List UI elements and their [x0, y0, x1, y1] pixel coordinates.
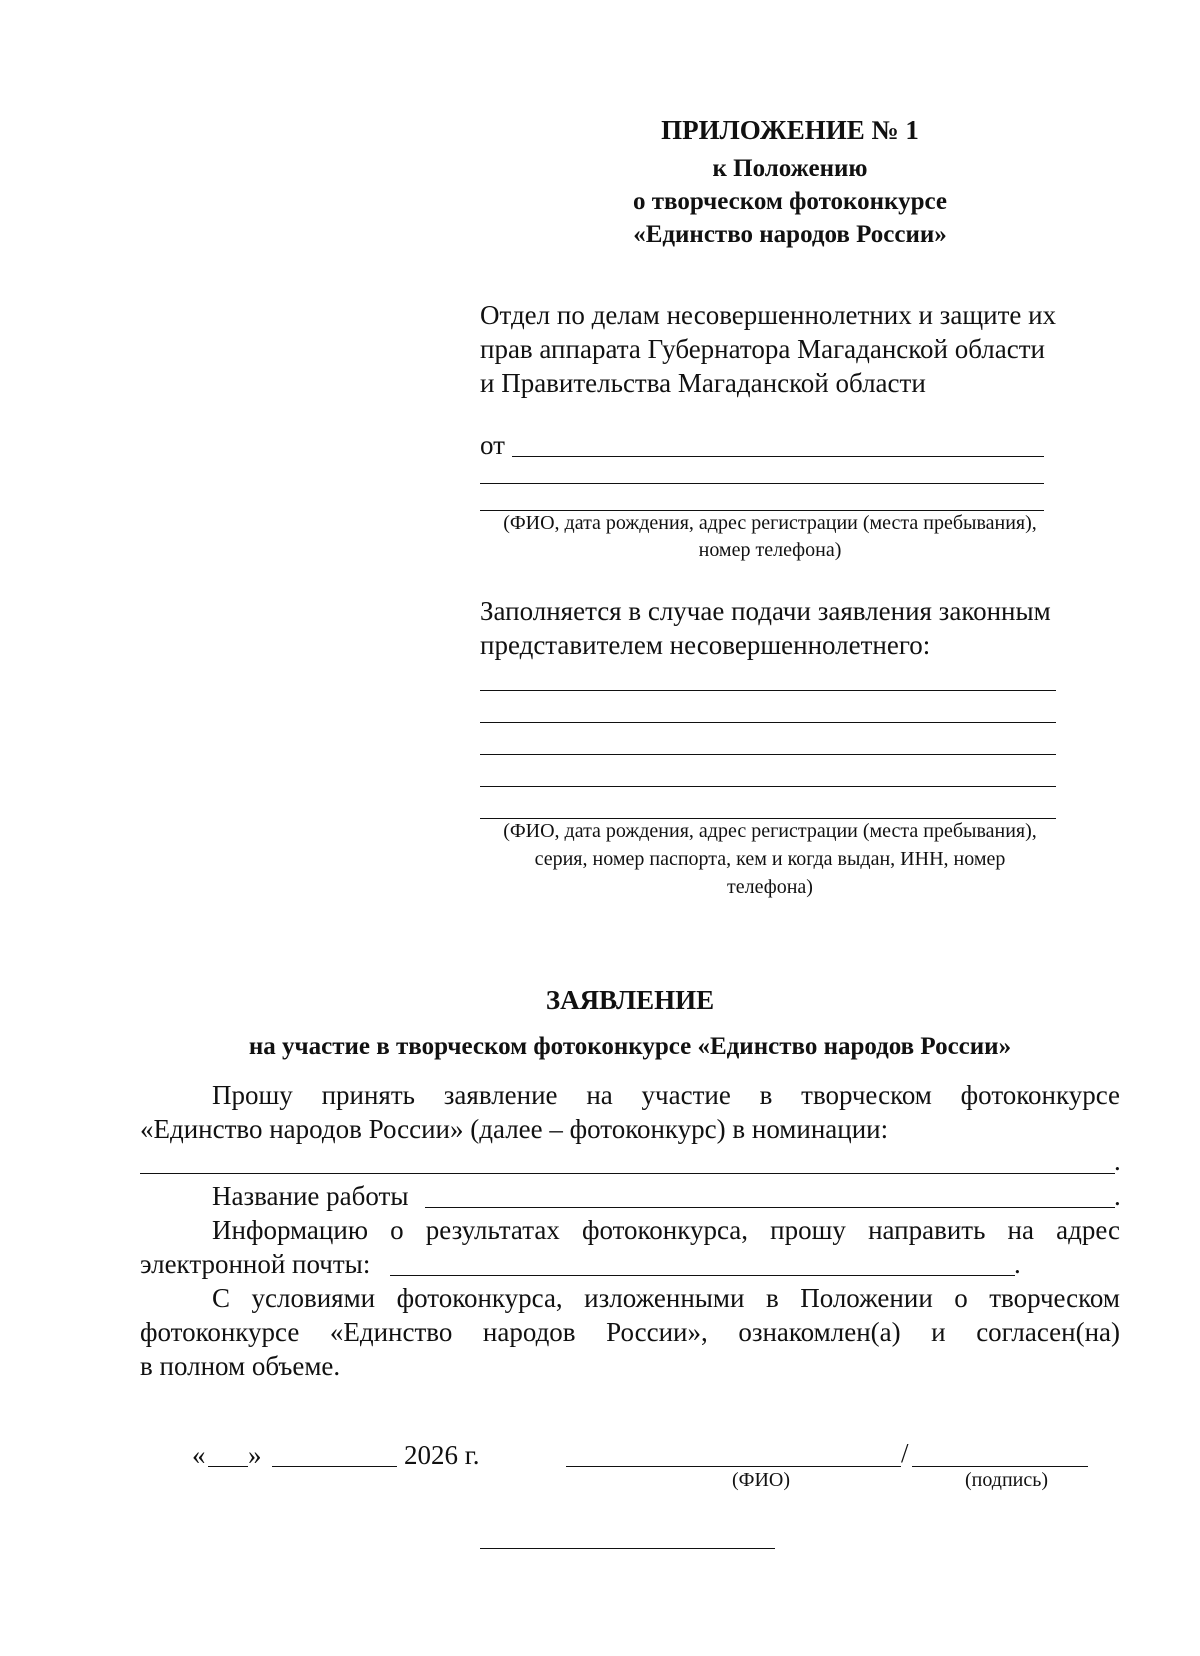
day-input-line[interactable]	[208, 1466, 248, 1467]
representative-input-line-1[interactable]	[480, 690, 1056, 691]
email-input-line[interactable]	[390, 1275, 1015, 1276]
addressee-line-1: Отдел по делам несовершеннолетних и защите их	[480, 300, 1057, 330]
statement-paragraph-1-line-1: Прошу принять заявление на участие в творческом фотоконкурсе	[212, 1080, 1120, 1110]
addressee-line-2: прав аппарата Губернатора Магаданской области	[480, 334, 1045, 364]
signature-label: (подпись)	[965, 1469, 1049, 1491]
email-paragraph-line-1: Информацию о результатах фотоконкурса, прошу направить на адрес	[212, 1215, 1120, 1245]
date-close-quote: »	[248, 1440, 262, 1470]
work-title-input-line[interactable]	[425, 1207, 1115, 1208]
statement-title: ЗАЯВЛЕНИЕ	[545, 985, 715, 1015]
representative-caption-2: серия, номер паспорта, кем и когда выдан, ИНН, номер	[534, 848, 1006, 870]
from-input-line-1[interactable]	[512, 456, 1044, 457]
nomination-input-line[interactable]	[140, 1173, 1115, 1174]
work-title-label: Название работы	[212, 1181, 409, 1211]
representative-line-1: Заполняется в случае подачи заявления законным	[480, 596, 1051, 626]
statement-paragraph-3-line-3: в полном объеме.	[140, 1351, 341, 1381]
from-label: от	[480, 430, 505, 460]
appendix-line-2: о творческом фотоконкурсе	[633, 188, 947, 215]
year-text: 2026 г.	[404, 1440, 480, 1470]
email-period: .	[1014, 1249, 1021, 1279]
statement-paragraph-3-line-1: С условиями фотоконкурса, изложенными в Положении о творческом	[212, 1283, 1120, 1313]
statement-paragraph-1-line-2: «Единство народов России» (далее – фотоконкурс) в номинации:	[140, 1114, 889, 1144]
bottom-line	[480, 1548, 775, 1549]
addressee-line-3: и Правительства Магаданской области	[480, 368, 926, 398]
representative-input-line-2[interactable]	[480, 722, 1056, 723]
from-caption-1: (ФИО, дата рождения, адрес регистрации (места пребывания),	[503, 512, 1037, 534]
month-input-line[interactable]	[272, 1466, 397, 1467]
email-label: электронной почты:	[140, 1249, 371, 1279]
representative-caption-1: (ФИО, дата рождения, адрес регистрации (места пребывания),	[503, 820, 1037, 842]
appendix-title: ПРИЛОЖЕНИЕ № 1	[661, 115, 919, 145]
appendix-line-3: «Единство народов России»	[633, 221, 947, 248]
representative-line-2: представителем несовершеннолетнего:	[480, 630, 931, 660]
representative-input-line-4[interactable]	[480, 786, 1056, 787]
work-title-period: .	[1114, 1181, 1121, 1211]
fio-label: (ФИО)	[732, 1469, 791, 1491]
representative-input-line-3[interactable]	[480, 754, 1056, 755]
appendix-line-1: к Положению	[712, 155, 868, 182]
from-caption-2: номер телефона)	[698, 539, 842, 561]
signature-slash: /	[901, 1438, 909, 1468]
statement-paragraph-3-line-2: фотоконкурсе «Единство народов России», ознакомлен(а) и согласен(на)	[140, 1317, 1120, 1347]
representative-caption-3: телефона)	[727, 876, 813, 898]
from-input-line-2[interactable]	[480, 483, 1044, 484]
date-open-quote: «	[192, 1440, 206, 1470]
statement-subtitle: на участие в творческом фотоконкурсе «Единство народов России»	[248, 1033, 1012, 1060]
nomination-period: .	[1114, 1146, 1121, 1176]
